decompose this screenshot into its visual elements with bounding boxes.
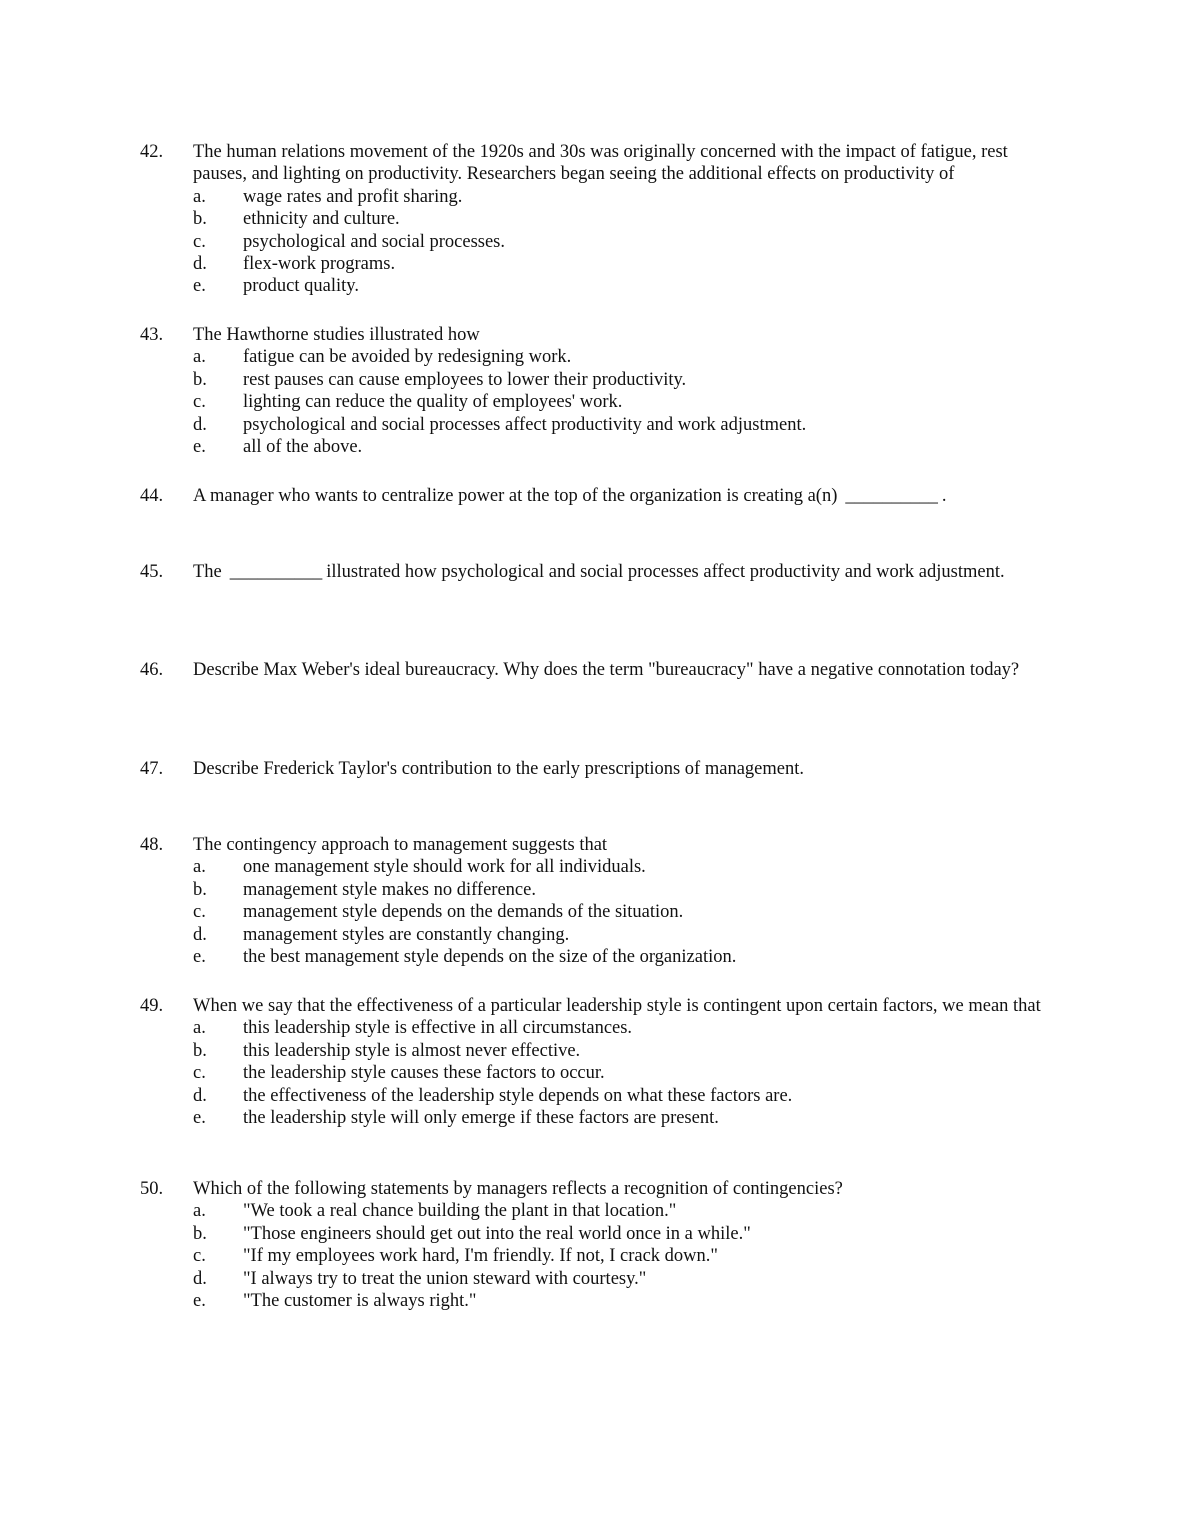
option-text: the leadership style causes these factors to occur. — [243, 1063, 605, 1084]
question-49 — [140, 995, 1060, 1129]
option-text: wage rates and profit sharing. — [243, 186, 463, 207]
option-letter: a. — [193, 347, 206, 368]
answer-option — [140, 879, 1060, 901]
option-letter: e. — [193, 1291, 206, 1312]
question-46 — [140, 659, 1060, 681]
answer-option — [140, 1107, 1060, 1129]
answer-blank: __________ — [229, 562, 323, 582]
question-48 — [140, 834, 1060, 968]
question-number: 47. — [140, 759, 164, 779]
option-letter: d. — [193, 1268, 207, 1289]
option-text: management styles are constantly changing. — [243, 924, 570, 945]
question-47 — [140, 758, 1060, 780]
option-text: "The customer is always right." — [243, 1291, 477, 1312]
option-text: flex-work programs. — [243, 254, 396, 275]
question-44 — [140, 485, 1060, 507]
option-text: product quality. — [243, 276, 359, 297]
answer-option — [140, 253, 1060, 275]
question-text: The contingency approach to management suggests that — [193, 835, 608, 855]
question-text-before: A manager who wants to centralize power at the top of the organization is creating a(n) — [193, 486, 838, 506]
question-number: 44. — [140, 486, 164, 506]
option-letter: e. — [193, 437, 206, 458]
option-letter: a. — [193, 857, 206, 878]
option-text: psychological and social processes affect productivity and work adjustment. — [243, 414, 807, 435]
option-text: this leadership style is effective in all circumstances. — [243, 1018, 633, 1039]
answer-options — [140, 856, 1060, 968]
question-42 — [140, 141, 1060, 298]
question-number: 49. — [140, 996, 164, 1016]
option-text: "I always try to treat the union steward with courtesy." — [243, 1268, 647, 1289]
option-text: management style makes no difference. — [243, 879, 536, 900]
question-text-before: The — [193, 562, 222, 582]
option-text: "We took a real chance building the plant in that location." — [243, 1201, 677, 1222]
answer-option — [140, 369, 1060, 391]
answer-option — [140, 1268, 1060, 1290]
option-text: "Those engineers should get out into the real world once in a while." — [243, 1223, 751, 1244]
question-text: Which of the following statements by managers reflects a recognition of contingencies? — [193, 1179, 843, 1199]
answer-option — [140, 346, 1060, 368]
option-text: management style depends on the demands of the situation. — [243, 902, 684, 923]
option-letter: b. — [193, 369, 207, 390]
question-number: 43. — [140, 325, 164, 345]
answer-option — [140, 1200, 1060, 1222]
answer-option — [140, 391, 1060, 413]
answer-option — [140, 946, 1060, 968]
option-letter: e. — [193, 947, 206, 968]
option-text: all of the above. — [243, 437, 363, 458]
question-50 — [140, 1178, 1060, 1312]
answer-option — [140, 1223, 1060, 1245]
answer-options — [140, 346, 1060, 458]
option-text: lighting can reduce the quality of employees' work. — [243, 392, 623, 413]
option-letter: d. — [193, 1085, 207, 1106]
option-text: the leadership style will only emerge if these factors are present. — [243, 1108, 719, 1129]
answer-options — [140, 186, 1060, 298]
question-number: 50. — [140, 1179, 164, 1199]
option-letter: b. — [193, 1223, 207, 1244]
option-letter: e. — [193, 1108, 206, 1129]
option-letter: b. — [193, 1040, 207, 1061]
option-text: rest pauses can cause employees to lower their productivity. — [243, 369, 687, 390]
option-letter: c. — [193, 1246, 206, 1267]
answer-option — [140, 901, 1060, 923]
question-text: Describe Max Weber's ideal bureaucracy. Why does the term "bureaucracy" have a negative connotation today? — [193, 660, 1020, 680]
question-text — [193, 561, 1060, 583]
option-text: one management style should work for all individuals. — [243, 857, 646, 878]
answer-option — [140, 1245, 1060, 1267]
question-45 — [140, 561, 1060, 583]
option-letter: d. — [193, 414, 207, 435]
option-letter: c. — [193, 392, 206, 413]
option-text: psychological and social processes. — [243, 231, 506, 252]
option-text: this leadership style is almost never effective. — [243, 1040, 581, 1061]
answer-options — [140, 1200, 1060, 1312]
question-text — [193, 485, 1060, 507]
option-text: the effectiveness of the leadership style depends on what these factors are. — [243, 1085, 793, 1106]
option-text: the best management style depends on the size of the organization. — [243, 947, 737, 968]
answer-options — [140, 1017, 1060, 1129]
question-text: The human relations movement of the 1920s and 30s was originally concerned with the impact of fatigue, rest pauses, and lighting on productivity. Researchers began seeing the additional effects on productivity of — [193, 142, 1008, 185]
option-letter: b. — [193, 209, 207, 230]
answer-option — [140, 1085, 1060, 1107]
option-letter: e. — [193, 276, 206, 297]
question-text-after: illustrated how psychological and social processes affect productivity and work adjustment. — [326, 562, 1005, 582]
option-letter: c. — [193, 231, 206, 252]
answer-option — [140, 208, 1060, 230]
answer-option — [140, 231, 1060, 253]
question-number: 46. — [140, 660, 164, 680]
option-text: "If my employees work hard, I'm friendly. If not, I crack down." — [243, 1246, 718, 1267]
answer-option — [140, 856, 1060, 878]
option-letter: b. — [193, 879, 207, 900]
option-letter: a. — [193, 1201, 206, 1222]
answer-blank: __________ — [845, 486, 938, 506]
answer-option — [140, 275, 1060, 297]
question-number: 42. — [140, 142, 164, 162]
question-text: When we say that the effectiveness of a particular leadership style is contingent upon certain factors, we mean that — [193, 996, 1041, 1016]
option-text: ethnicity and culture. — [243, 209, 400, 230]
answer-option — [140, 1017, 1060, 1039]
option-letter: a. — [193, 186, 206, 207]
answer-option — [140, 1062, 1060, 1084]
answer-option — [140, 1040, 1060, 1062]
answer-option — [140, 186, 1060, 208]
answer-option — [140, 1290, 1060, 1312]
option-text: fatigue can be avoided by redesigning work. — [243, 347, 572, 368]
option-letter: a. — [193, 1018, 206, 1039]
option-letter: d. — [193, 254, 207, 275]
answer-option — [140, 414, 1060, 436]
option-letter: d. — [193, 924, 207, 945]
option-letter: c. — [193, 902, 206, 923]
question-text: Describe Frederick Taylor's contribution to the early prescriptions of management. — [193, 759, 804, 779]
question-43 — [140, 324, 1060, 458]
question-text-after: . — [941, 486, 947, 506]
question-text: The Hawthorne studies illustrated how — [193, 325, 480, 345]
question-number: 48. — [140, 835, 164, 855]
question-number: 45. — [140, 562, 164, 582]
answer-option — [140, 924, 1060, 946]
answer-option — [140, 436, 1060, 458]
option-letter: c. — [193, 1063, 206, 1084]
